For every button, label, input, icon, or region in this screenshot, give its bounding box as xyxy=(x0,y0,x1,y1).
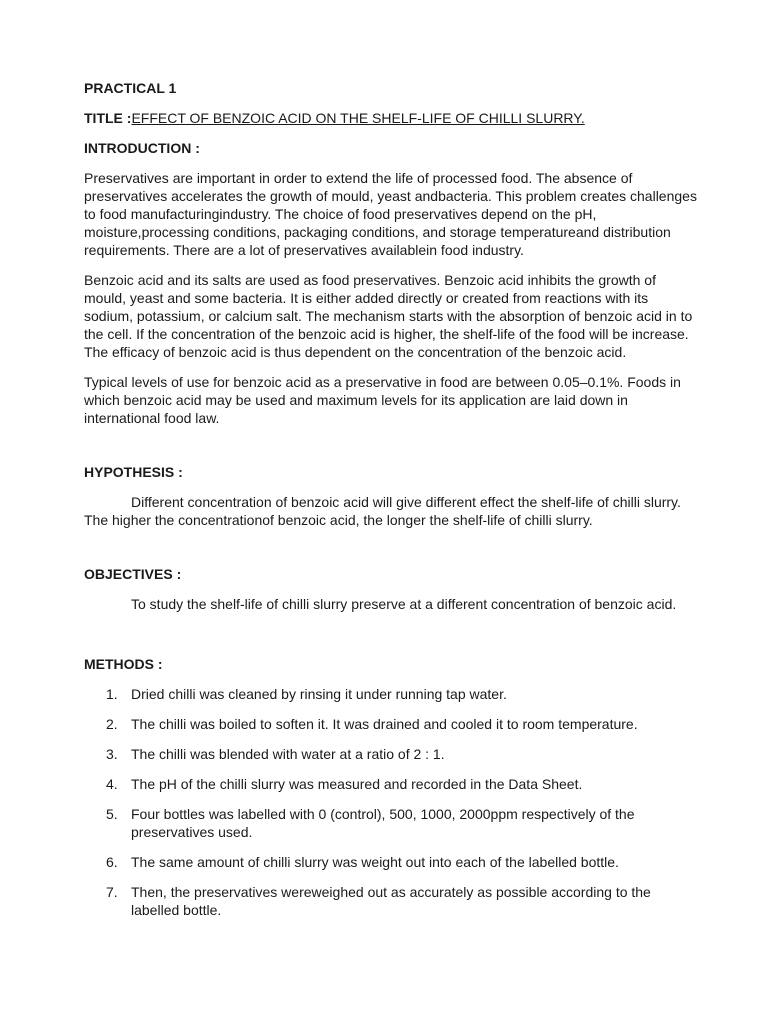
method-step xyxy=(84,853,698,871)
step-text: The chilli was boiled to soften it. It was drained and cooled it to room temperature. xyxy=(131,716,638,732)
spacer xyxy=(84,541,698,565)
step-text: The pH of the chilli slurry was measured and recorded in the Data Sheet. xyxy=(131,776,583,792)
methods-heading: METHODS : xyxy=(84,656,163,672)
step-number: 3. xyxy=(106,746,118,762)
method-step xyxy=(84,883,698,919)
title-text: EFFECT OF BENZOIC ACID ON THE SHELF-LIFE OF CHILLI SLURRY. xyxy=(131,110,585,126)
step-text: The chilli was blended with water at a ratio of 2 : 1. xyxy=(131,746,445,762)
title-label: TITLE : xyxy=(84,110,132,126)
step-text: Four bottles was labelled with 0 (control), 500, 1000, 2000ppm respectively of the preservatives used. xyxy=(131,806,635,840)
step-number: 1. xyxy=(106,686,118,702)
title-line xyxy=(84,109,698,127)
method-step xyxy=(84,775,698,793)
step-number: 6. xyxy=(106,854,118,870)
hypothesis-text: Different concentration of benzoic acid will give different effect the shelf-life of chilli slurry. The higher the concentrationof benzoic acid, the longer the shelf-life of chilli slurry. xyxy=(84,494,681,528)
step-number: 7. xyxy=(106,884,118,900)
objectives-heading: OBJECTIVES : xyxy=(84,566,182,582)
introduction-paragraph: Typical levels of use for benzoic acid as a preservative in food are between 0.05–0.1%. Foods in which benzoic acid may be used and maximum levels for its application are laid down in international food law. xyxy=(84,374,681,426)
methods-list xyxy=(84,685,698,919)
method-step xyxy=(84,805,698,841)
introduction-paragraph: Preservatives are important in order to extend the life of processed food. The absence of preservatives accelerates the growth of mould, yeast andbacteria. This problem creates challenges to food manufacturingindustry. The choice of food preservatives depend on the pH, moisture,processing conditions, packaging conditions, and storage temperatureand distribution requirements. There are a lot of preservatives availablein food industry. xyxy=(84,170,697,258)
step-text: Dried chilli was cleaned by rinsing it under running tap water. xyxy=(131,686,507,702)
step-text: Then, the preservatives wereweighed out as accurately as possible according to the labelled bottle. xyxy=(131,884,651,918)
hypothesis-heading: HYPOTHESIS : xyxy=(84,464,183,480)
method-step xyxy=(84,715,698,733)
step-text: The same amount of chilli slurry was weight out into each of the labelled bottle. xyxy=(131,854,619,870)
spacer xyxy=(84,625,698,655)
method-step xyxy=(84,685,698,703)
method-step xyxy=(84,745,698,763)
practical-heading: PRACTICAL 1 xyxy=(84,80,177,96)
step-number: 4. xyxy=(106,776,118,792)
introduction-heading: INTRODUCTION : xyxy=(84,140,200,156)
step-number: 5. xyxy=(106,806,118,822)
spacer xyxy=(84,439,698,463)
introduction-paragraph: Benzoic acid and its salts are used as food preservatives. Benzoic acid inhibits the growth of mould, yeast and some bacteria. It is either added directly or created from reactions with its sodium, potassium, or calcium salt. The mechanism starts with the absorption of benzoic acid in to the cell. If the concentration of the benzoic acid is higher, the shelf-life of the food will be increase. The efficacy of benzoic acid is thus dependent on the concentration of the benzoic acid. xyxy=(84,272,693,360)
step-number: 2. xyxy=(106,716,118,732)
objectives-text: To study the shelf-life of chilli slurry preserve at a different concentration of benzoic acid. xyxy=(131,596,677,612)
